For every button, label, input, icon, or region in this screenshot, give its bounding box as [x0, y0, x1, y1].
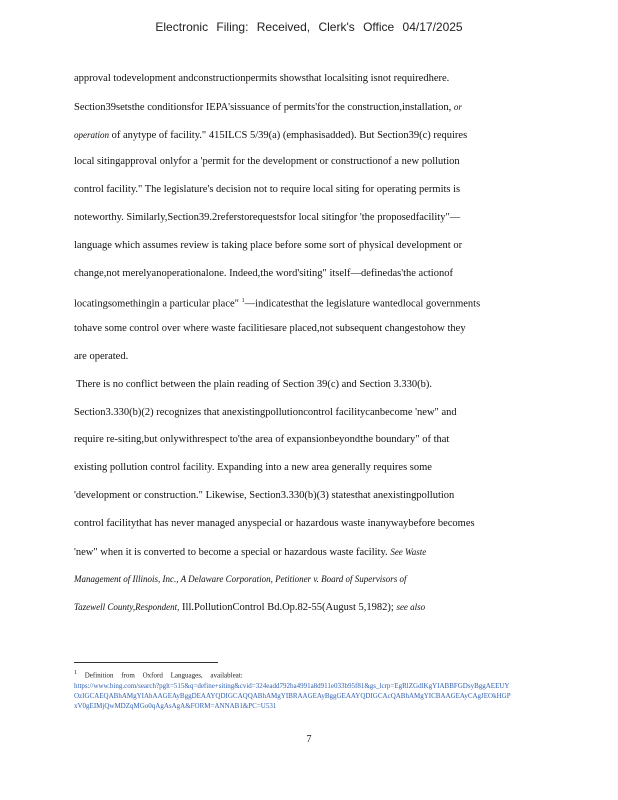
- footnote-link[interactable]: https://www.bing.com/search?pglt=515&q=define+siting&cvid=324eadd792ba4991a8d911e033b95f81&gs_lcrp=EgRlZGdlKgYIABBFGDsyBggAEEUYOzIGCAEQABhAMgYIAhAAGEAyBggDEAAYQDIGCAQQABhAMgYIBRAAGEAyBggGEAAYQDIGCAcQABhAMgYICBAAGEAyCAgJEOkHGPxV0gEIMjQwMDZqMGo0qAgAsAgA&FORM=ANNAB1&PC=U531: [74, 681, 511, 711]
- page-number: 7: [306, 734, 312, 745]
- body-line: control facility." The legislature's decision not to require local siting for operating permits is: [74, 184, 461, 196]
- body-text: locatingsomethingin a particular place": [74, 298, 239, 310]
- footnote: [74, 668, 514, 712]
- body-line: [74, 98, 514, 126]
- body-line: noteworthy. Similarly,Section39.2referstorequestsfor local sitingfor 'the proposedfacility"—: [74, 211, 461, 223]
- italic-text: Tazewell County,Respondent,: [74, 602, 180, 613]
- body-text: —indicatesthat the legislature wantedlocal governments: [244, 298, 481, 310]
- body-line: Section3.330(b)(2) recognizes that anexistingpollutioncontrol facilitycanbecome 'new" and: [74, 406, 457, 418]
- italic-text: operation: [74, 129, 109, 140]
- body-line: tohave some control over where waste facilitiesare placed,not subsequent changestohow they: [74, 323, 466, 335]
- footnote-separator: [74, 662, 218, 663]
- body-line: 'development or construction." Likewise, Section3.330(b)(3) statesthat anexistingpollution: [74, 489, 455, 501]
- footnote-marker: 1: [74, 670, 77, 676]
- footnote-text: Definition from Oxford Languages, availableat:: [84, 671, 243, 680]
- body-line: [74, 126, 514, 154]
- body-line: control facilitythat has never managed anyspecial or hazardous waste inanywaybefore becomes: [74, 517, 475, 529]
- body-text: 'new" when it is converted to become a special or hazardous waste facility.: [74, 546, 388, 558]
- italic-text: see also: [396, 602, 426, 613]
- body-line: are operated.: [74, 350, 129, 362]
- body-line: local sitingapproval onlyfor a 'permit for the development or constructionof a new pollution: [74, 156, 460, 168]
- body-line: [74, 543, 514, 571]
- body-text: Ill.PollutionControl Bd.Op.82-55(August 5,1982);: [182, 602, 394, 614]
- footnote-text-line: [74, 668, 514, 681]
- body-line: language which assumes review is taking place before some sort of physical development or: [74, 239, 463, 251]
- filing-header: Electronic Filing: Received, Clerk's Office 04/17/2025: [155, 20, 463, 34]
- body-line: [74, 292, 514, 320]
- body-line: require re-siting,but onlywithrespect to'the area of expansionbeyondthe boundary" of that: [74, 434, 450, 446]
- footnote-ref: 1: [241, 298, 245, 305]
- italic-text: Management of Illinois, Inc., A Delaware Corporation, Petitioner v. Board of Supervisors of: [74, 574, 407, 585]
- body-line: There is no conflict between the plain reading of Section 39(c) and Section 3.330(b).: [76, 378, 433, 390]
- body-line: approval todevelopment andconstructionpermits showsthat localsiting isnot requiredhere.: [74, 73, 450, 84]
- body-text: of anytype of facility." 415ILCS 5/39(a) (emphasisadded). But Section39(c) requires: [109, 129, 468, 141]
- document-body: [74, 70, 514, 626]
- body-line: [74, 598, 514, 626]
- italic-text: or: [453, 101, 462, 112]
- body-line: existing pollution control facility. Expanding into a new area generally requires some: [74, 462, 432, 474]
- body-text: Section39setsthe conditionsfor IEPA'sissuance of permits'for the construction,installation,: [74, 101, 452, 113]
- body-line: [74, 570, 514, 598]
- body-line: change,not merelyanoperationalone. Indeed,the word'siting" itself—definedas'the actionof: [74, 267, 453, 279]
- italic-text: See Waste: [390, 546, 427, 557]
